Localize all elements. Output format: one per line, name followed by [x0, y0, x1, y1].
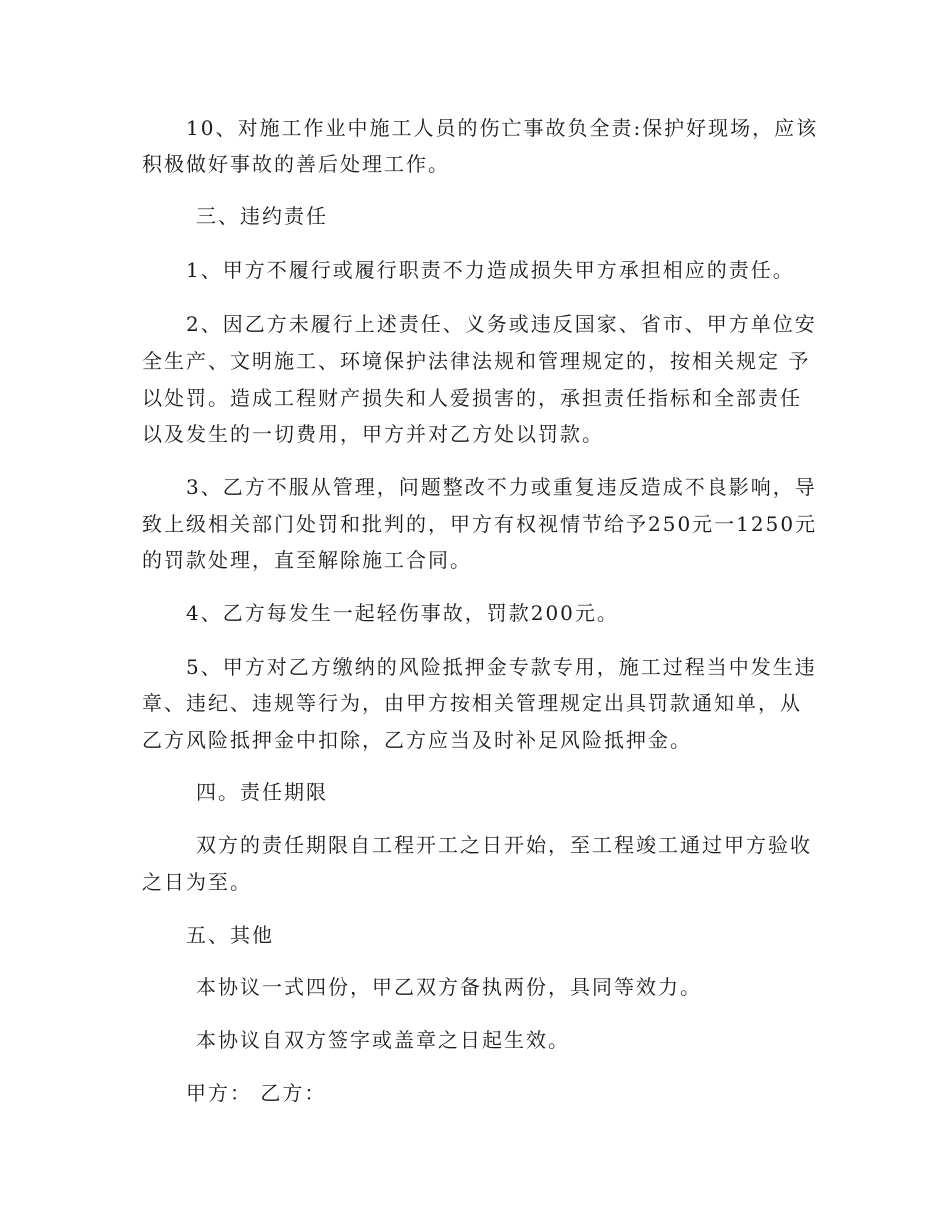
paragraph-line: 2、因乙方未履行上述责任、义务或违反国家、省市、甲方单位安 [186, 312, 817, 336]
section-heading: 四。责任期限 [196, 780, 328, 804]
paragraph-line: 的罚款处理，直至解除施工合同。 [142, 548, 472, 572]
signature-line: 甲方： 乙方： [186, 1081, 327, 1105]
paragraph-line: 10、对施工作业中施工人员的伤亡事故负全责:保护好现场，应该 [186, 116, 819, 140]
paragraph-line: 积极做好事故的善后处理工作。 [142, 152, 450, 176]
paragraph-line: 致上级相关部门处罚和批判的，甲方有权视情节给予250元一1250元 [142, 512, 818, 536]
paragraph-line: 4、乙方每发生一起轻伤事故，罚款200元。 [186, 601, 619, 625]
paragraph-line: 本协议自双方签字或盖章之日起生效。 [196, 1028, 570, 1052]
section-heading: 五、其他 [186, 923, 274, 947]
section-heading: 三、违约责任 [196, 204, 328, 228]
paragraph-line: 5、甲方对乙方缴纳的风险抵押金专款专用，施工过程当中发生违 [186, 655, 817, 679]
paragraph-line: 以处罚。造成工程财产损失和人爱损害的，承担责任指标和全部责任 [142, 386, 802, 410]
paragraph-line: 本协议一式四份，甲乙双方备执两份，具同等效力。 [196, 975, 702, 999]
paragraph-line: 双方的责任期限自工程开工之日开始，至工程竣工通过甲方验收 [196, 833, 812, 857]
paragraph-line: 章、违纪、违规等行为，由甲方按相关管理规定出具罚款通知单，从 [142, 691, 802, 715]
paragraph-line: 1、甲方不履行或履行职责不力造成损失甲方承担相应的责任。 [186, 258, 795, 282]
paragraph-line: 乙方风险抵押金中扣除，乙方应当及时补足风险抵押金。 [142, 728, 692, 752]
paragraph-line: 以及发生的一切费用，甲方并对乙方处以罚款。 [142, 422, 604, 446]
paragraph-line: 之日为至。 [142, 870, 252, 894]
paragraph-line: 3、乙方不服从管理，问题整改不力或重复违反造成不良影响，导 [186, 475, 817, 499]
paragraph-line: 全生产、文明施工、环境保护法律法规和管理规定的，按相关规定 予 [142, 349, 811, 373]
